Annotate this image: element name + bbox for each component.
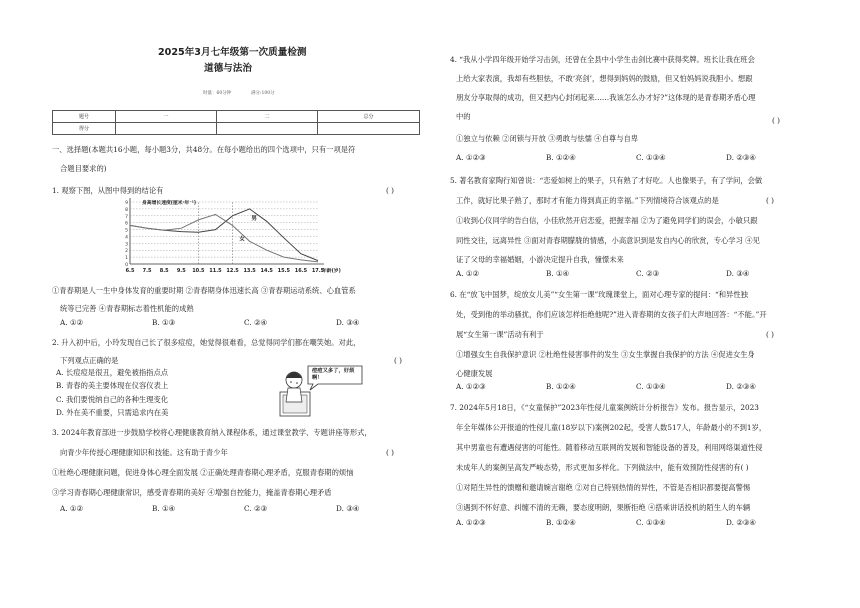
score-cell: 总分 [318, 111, 420, 123]
exam-title: 2025年3月七年级第一次质量检测 [158, 47, 307, 58]
q3-options-line2: ③学习青春期心理健康常识，感受青春期的美好 ④增强自控能力，掩盖青春期心理矛盾 [52, 488, 332, 497]
score-table-header-row [53, 111, 420, 123]
q6-choices [456, 382, 816, 391]
x-tick-label: 17.5 [311, 268, 325, 274]
q2-option-d[interactable]: D. 外在美不重要，只需追求内在美 [56, 408, 169, 417]
score-cell: 一 [116, 111, 217, 123]
q1-choices [60, 318, 428, 327]
q7-stem-l2: 年全年媒体公开报道的性侵儿童(18岁以下)案例202起，受害人数517人，年龄最小的不到1岁， [456, 423, 767, 432]
q7-options-l1: ①对陌生异性的馈赠和邀请婉言谢绝 ②对自己特别热情的异性，不管是否相识都要提高警惕 [456, 483, 751, 492]
choice-c[interactable]: C. ①③④ [636, 382, 666, 391]
y-tick-label: 0 [125, 263, 128, 268]
choice-d[interactable]: D. ②③④ [726, 382, 756, 391]
q5-stem-l2: 工作，就好比果子熟了，那时才有能力得到真正的幸福。”下列情境符合该观点的是 [456, 196, 719, 205]
q4-choices [456, 153, 816, 162]
series-label-female: 女 [239, 236, 245, 243]
q7-options-l2: ③遇到不怀好意、纠缠不清的无赖，要态度明朗，果断拒绝 ④搭乘讲话投机的陌生人的车辆 [456, 503, 751, 512]
speech-bubble-text: 痘痘又多了，好烦啊！ [312, 368, 355, 381]
choice-c[interactable]: C. ①③④ [636, 518, 666, 527]
q2-answer-blank[interactable]: ( ) [394, 356, 403, 365]
y-tick-label: 5 [125, 228, 128, 234]
choice-d[interactable]: D. ②③④ [726, 153, 756, 162]
x-tick-label: 14.5 [260, 268, 273, 274]
score-cell[interactable] [217, 123, 318, 135]
choice-b[interactable]: B. ①③ [152, 318, 176, 327]
q6-options-l1: ①增强女生自我保护意识 ②杜绝性侵害事件的发生 ③女生掌握自我保护的方法 ④促进女生身 [456, 350, 755, 359]
x-tick-label: 7.5 [142, 268, 152, 274]
y-tick-label: 8 [125, 207, 128, 213]
choice-c[interactable]: C. ②③ [244, 504, 268, 513]
choice-b[interactable]: B. ①④ [152, 504, 176, 513]
choice-c[interactable]: C. ②④ [244, 318, 268, 327]
exam-time: 时量：60分钟 [203, 91, 232, 96]
q1-answer-blank[interactable]: ( ) [386, 186, 395, 195]
choice-b[interactable]: B. ①②④ [546, 518, 576, 527]
section1-instruction-cont: 合题目要求的) [60, 164, 107, 173]
choice-d[interactable]: D. ③④ [336, 318, 360, 327]
choice-a[interactable]: A. ①②③ [456, 382, 486, 391]
score-table [52, 110, 420, 135]
q5-options-l1: ①收到心仪同学的告白信，小佳欣然开启恋爱，把握幸福 ②为了避免同学们的误会，小敏只跟 [456, 216, 758, 225]
q6-options-l2: 心健康发展 [456, 369, 493, 378]
x-tick-label: 11.5 [209, 268, 222, 274]
q6-stem-l2: 处，受到他的举动骚扰，你们应该怎样拒绝他呢?”进入青春期的女孩子们大声地回答：“不能。”开 [456, 310, 767, 319]
q2-option-c[interactable]: C. 我们要悦纳自己的各种生理变化 [56, 395, 169, 404]
q7-stem-l4: 未成年人的案例呈高发严峻态势，形式更加多样化。下列做法中，能有效预防性侵害的有( ) [456, 463, 749, 472]
x-tick-label: 12.5 [226, 268, 239, 274]
choice-d[interactable]: D. ③④ [336, 504, 360, 513]
q4-stem-l4: 中的 [456, 112, 471, 121]
q7-choices [456, 518, 816, 527]
choice-a[interactable]: A. ①② [60, 504, 83, 513]
y-tick-label: 9 [125, 201, 128, 206]
q6-stem: 6. 在“放飞中国梦，绽放女儿美”“女生第一课”玫瑰课堂上，面对心理专家的提问：“和异性独 [450, 290, 748, 299]
growth-chart [118, 196, 350, 276]
choice-b[interactable]: B. ①②④ [546, 153, 576, 162]
x-tick-label: 15.5 [277, 268, 290, 274]
q4-stem: 4. “我从小学四年级开始学习击剑，还曾在全县中小学生击剑比赛中获得奖牌。班长让我在班会 [450, 55, 755, 64]
q7-stem: 7. 2024年5月18日，《“女童保护”2023年性侵儿童案例统计分析报告》发布。报告显示，2023 [450, 403, 759, 412]
q5-options-l2: 同性交往，远离异性 ③面对青春期朦胧的情感，小高意识到是发自内心的欣赏，专心学习 ④见 [456, 236, 760, 245]
q2-stem-cont: 下列观点正确的是 [60, 356, 119, 365]
q4-stem-l3: 朋友分享取得的成功，但又把内心封闭起来……我该怎么办才好?”这体现的是青春期矛盾心理 [456, 93, 756, 102]
score-table-score-row [53, 123, 420, 135]
choice-b[interactable]: B. ①②④ [546, 382, 576, 391]
choice-d[interactable]: D. ③④ [726, 269, 750, 278]
q5-answer-blank[interactable]: ( ) [766, 196, 775, 205]
q3-answer-blank[interactable]: ( ) [386, 448, 395, 457]
q4-answer-blank[interactable]: ( ) [772, 116, 781, 125]
score-cell[interactable] [116, 123, 217, 135]
x-tick-label: 16.5 [294, 268, 308, 274]
choice-b[interactable]: B. ①④ [546, 269, 570, 278]
subject-title: 道德与法治 [204, 63, 252, 74]
y-tick-label: 4 [125, 235, 128, 241]
y-tick-label: 3 [125, 242, 128, 248]
choice-a[interactable]: A. ①② [60, 318, 83, 327]
q1-options-line1: ①青春期是人一生中身体发育的重要时期 ②青春期身体迅速长高 ③青春期运动系统、心血管系 [52, 286, 356, 295]
choice-a[interactable]: A. ①② [456, 269, 479, 278]
q5-stem: 5. 著名教育家陶行知曾说：“恋爱如树上的果子，只有熟了才好吃。人也像果子，有了学问，会做 [450, 176, 763, 185]
x-axis-label: 年龄(岁) [322, 269, 341, 274]
choice-a[interactable]: A. ①②③ [456, 518, 486, 527]
y-tick-label: 7 [125, 214, 128, 220]
y-tick-label: 1 [125, 256, 128, 262]
x-tick-label: 6.5 [125, 268, 135, 274]
x-tick-label: 13.5 [243, 268, 256, 274]
q6-answer-blank[interactable]: ( ) [766, 330, 775, 339]
q5-options-l3: 证了父母的幸福婚姻，小游决定提升自我，憧憬未来 [456, 255, 624, 264]
q3-options-line1: ①杜绝心理健康问题，促进身体心理全面发展 ②正确处理青春期心理矛盾，克服青春期的烦恼 [52, 468, 354, 477]
q4-options: ①独立与依赖 ②闭锁与开放 ③勇敢与怯懦 ④自尊与自卑 [456, 134, 639, 143]
x-tick-label: 9.5 [176, 268, 186, 274]
exam-total-score: 满分:100分 [251, 91, 275, 96]
score-cell: 得分 [53, 123, 116, 135]
series-line-female [130, 214, 318, 262]
score-cell[interactable] [318, 123, 420, 135]
q6-stem-l3: 展“女生第一课”活动有利于 [456, 330, 544, 339]
q7-stem-l3: 其中男童也有遭遇侵害的可能性。随着移动互联网的发展和智能设备的普及，利用网络渠道性侵 [456, 443, 763, 452]
q1-stem: 1. 观察下图，从图中得到的结论有 [52, 186, 164, 195]
choice-c[interactable]: C. ①③④ [636, 153, 666, 162]
q3-choices [60, 504, 428, 513]
choice-c[interactable]: C. ②③ [636, 269, 660, 278]
q4-stem-l2: 上给大家表演，我却有些胆怯，不敢‘亮剑’，想得到妈妈的鼓励，但又怕妈妈说我胆小。想跟 [456, 74, 753, 83]
choice-a[interactable]: A. ①②③ [456, 153, 486, 162]
q1-options-line2: 统等已完善 ④青春期标志着性机能的成熟 [60, 304, 194, 313]
q3-stem-cont: 向青少年传授心理健康知识和技能。这有助于青少年 [60, 448, 228, 457]
series-label-male: 男 [251, 215, 257, 222]
y-tick-label: 2 [125, 249, 128, 255]
score-cell: 题号 [53, 111, 116, 123]
series-line-male [130, 209, 318, 261]
q2-option-a[interactable]: A. 长痘痘是很丑，避免被指指点点 [56, 368, 169, 377]
choice-d[interactable]: D. ②③④ [726, 518, 756, 527]
q3-stem: 3. 2024年教育部进一步鼓励学校将心理健康教育纳入课程体系，通过课堂教学、专题讲座等形式， [52, 428, 372, 437]
q5-choices [456, 269, 816, 278]
x-tick-label: 8.5 [159, 268, 169, 274]
q2-stem: 2. 升入初中后，小玲发现自己长了很多痘痘，她觉得很难看，总觉得同学们都在嘲笑她。对此， [52, 338, 361, 347]
section1-instruction: 一、选择题(本题共16小题，每小题3分，共48分。在每小题给出的四个选项中，只有一项是符 [52, 145, 356, 154]
q2-option-b[interactable]: B. 青春的美主要体现在仪容仪表上 [56, 381, 169, 390]
y-tick-label: 6 [125, 221, 128, 227]
score-cell: 二 [217, 111, 318, 123]
chart-title: 身高增长速度(厘米·年⁻¹) [142, 201, 197, 206]
x-tick-label: 10.5 [192, 268, 205, 274]
